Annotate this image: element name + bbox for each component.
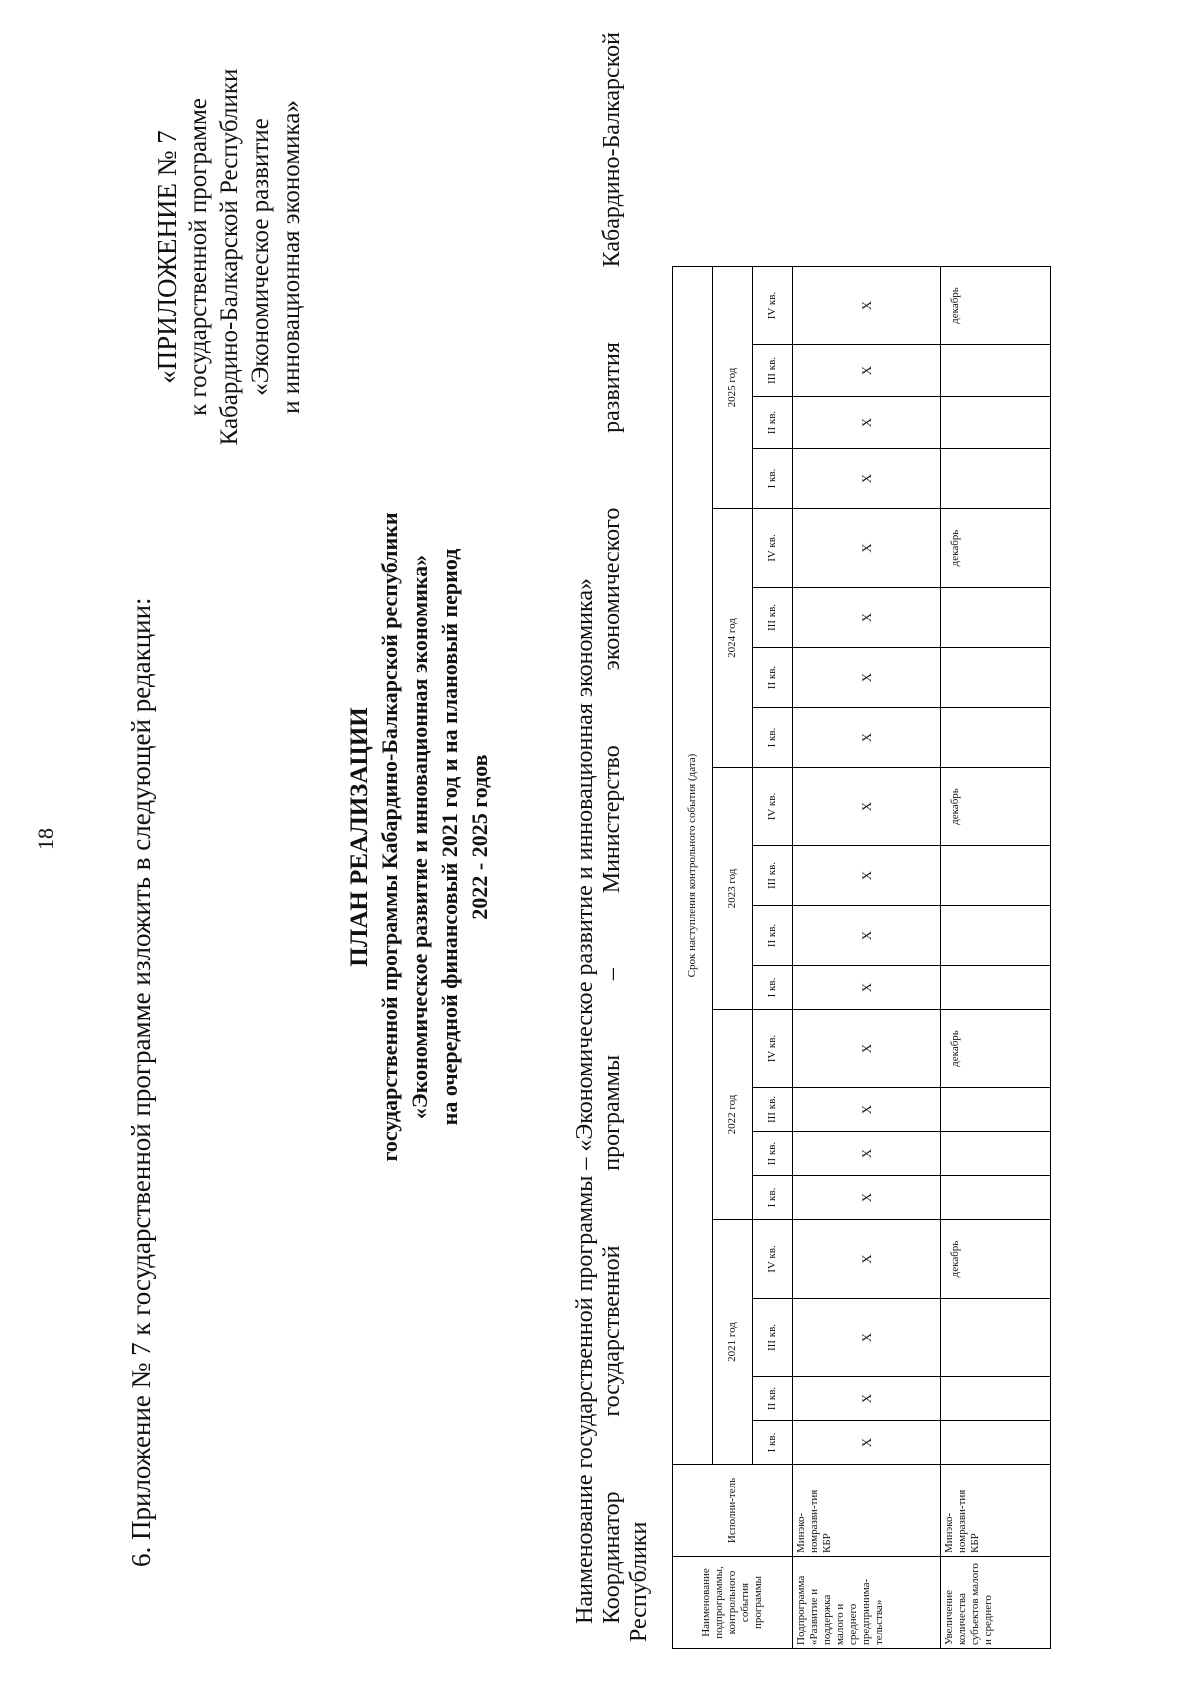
header-quarter: I кв. (753, 1421, 793, 1465)
row-cell: Х (793, 1299, 941, 1377)
row-cell: Х (793, 966, 941, 1010)
row-cell: Х (793, 846, 941, 906)
header-quarter: IV кв. (753, 267, 793, 345)
header-quarter: II кв. (753, 648, 793, 708)
header-executor: Исполни-тель (673, 1465, 793, 1557)
program-name: Наименование государственной программы – «Экономическое развитие и инновационная экономика» (572, 578, 598, 1624)
row-cell: Х (793, 1421, 941, 1465)
header-quarter: III кв. (753, 345, 793, 397)
row-cell (941, 345, 1051, 397)
row-cell (941, 1421, 1051, 1465)
row-cell: декабрь (941, 509, 1051, 588)
program-info (572, 32, 653, 1642)
coordinator-word: государственной (599, 1245, 625, 1417)
header-quarter: I кв. (753, 449, 793, 509)
appendix-line: «Экономическое развитие (247, 118, 274, 396)
coordinator-continuation: Республики (626, 1521, 652, 1642)
title-main: ПЛАН РЕАЛИЗАЦИИ (346, 707, 373, 967)
row-cell (941, 1176, 1051, 1220)
plan-table (672, 266, 1051, 1649)
row-cell: Х (793, 1088, 941, 1132)
header-quarter: I кв. (753, 1176, 793, 1220)
row-cell (941, 397, 1051, 449)
row-cell: Х (793, 906, 941, 966)
header-quarter: IV кв. (753, 768, 793, 846)
row-cell: Х (793, 1220, 941, 1299)
header-quarter: II кв. (753, 397, 793, 449)
title-line: государственной программы Кабардино-Балкарской республики (377, 512, 402, 1162)
header-quarter: I кв. (753, 708, 793, 768)
appendix-line: Кабардино-Балкарской Республики (216, 68, 243, 446)
header-year: 2021 год (713, 1220, 753, 1465)
page-number: 18 (33, 828, 58, 850)
header-quarter: III кв. (753, 1088, 793, 1132)
row-cell: Х (793, 1377, 941, 1421)
header-quarter: II кв. (753, 906, 793, 966)
row-cell (941, 1377, 1051, 1421)
intro-paragraph: 6. Приложение № 7 к государственной программе изложить в следующей редакции: (126, 597, 156, 1567)
table-row (793, 267, 941, 1649)
header-quarter: III кв. (753, 588, 793, 648)
plan-title (345, 357, 495, 1317)
coordinator-word: развития (599, 342, 625, 433)
row-cell: Х (793, 449, 941, 509)
row-cell (941, 588, 1051, 648)
row-cell (941, 1088, 1051, 1132)
title-line: «Экономическое развитие и инновационная экономика» (407, 554, 432, 1120)
row-cell (941, 449, 1051, 509)
row-name: Подпрограмма «Развитие и поддержка малого и среднего предпринима-тельства» (793, 1557, 941, 1649)
row-cell (941, 1299, 1051, 1377)
row-executor: Минэко-номразви-тия КБР (941, 1465, 1051, 1557)
row-cell: декабрь (941, 1220, 1051, 1299)
header-year: 2022 год (713, 1010, 753, 1220)
row-cell: декабрь (941, 768, 1051, 846)
header-quarter: IV кв. (753, 509, 793, 588)
row-cell: Х (793, 345, 941, 397)
coordinator-word: Координатор (599, 1491, 625, 1624)
row-cell: декабрь (941, 1010, 1051, 1088)
header-quarter: II кв. (753, 1377, 793, 1421)
appendix-line: и инновационная экономика» (278, 100, 305, 414)
row-cell: Х (793, 267, 941, 345)
title-line: 2022 - 2025 годов (467, 754, 492, 920)
coordinator-word: Кабардино-Балкарской (599, 32, 625, 268)
row-cell (941, 846, 1051, 906)
row-cell: Х (793, 1132, 941, 1176)
appendix-line: «ПРИЛОЖЕНИЕ № 7 (152, 130, 182, 384)
coordinator-word: экономического (599, 507, 625, 671)
row-cell: Х (793, 708, 941, 768)
title-line: на очередной финансовый 2021 год и на плановый период (437, 548, 462, 1126)
header-quarter: III кв. (753, 846, 793, 906)
coordinator-line (599, 32, 626, 1642)
row-cell: Х (793, 1010, 941, 1088)
header-year: 2024 год (713, 509, 753, 768)
header-quarter: II кв. (753, 1132, 793, 1176)
row-executor: Минэко-номразви-тия КБР (793, 1465, 941, 1557)
coordinator-word: Министерство (599, 745, 625, 894)
appendix-header (152, 57, 307, 457)
row-cell (941, 966, 1051, 1010)
table-row (941, 267, 1051, 1649)
row-cell: декабрь (941, 267, 1051, 345)
row-cell: Х (793, 1176, 941, 1220)
row-cell: Х (793, 509, 941, 588)
header-quarter: IV кв. (753, 1010, 793, 1088)
appendix-line: к государственной программе (185, 98, 212, 416)
header-deadline: Срок наступления контрольного события (дата) (673, 267, 713, 1465)
row-cell (941, 708, 1051, 768)
header-quarter: III кв. (753, 1299, 793, 1377)
header-quarter: IV кв. (753, 1220, 793, 1299)
row-cell: Х (793, 648, 941, 708)
row-cell (941, 906, 1051, 966)
coordinator-word: программы (599, 1054, 625, 1171)
header-year: 2023 год (713, 768, 753, 1010)
row-cell: Х (793, 588, 941, 648)
header-year: 2025 год (713, 267, 753, 509)
row-cell: Х (793, 768, 941, 846)
coordinator-word: – (599, 968, 625, 981)
header-quarter: I кв. (753, 966, 793, 1010)
row-name: Увеличение количества субъектов малого и среднего (941, 1557, 1051, 1649)
row-cell (941, 1132, 1051, 1176)
row-cell (941, 648, 1051, 708)
header-name: Наименование подпрограммы, контрольного события программы (673, 1557, 793, 1649)
row-cell: Х (793, 397, 941, 449)
